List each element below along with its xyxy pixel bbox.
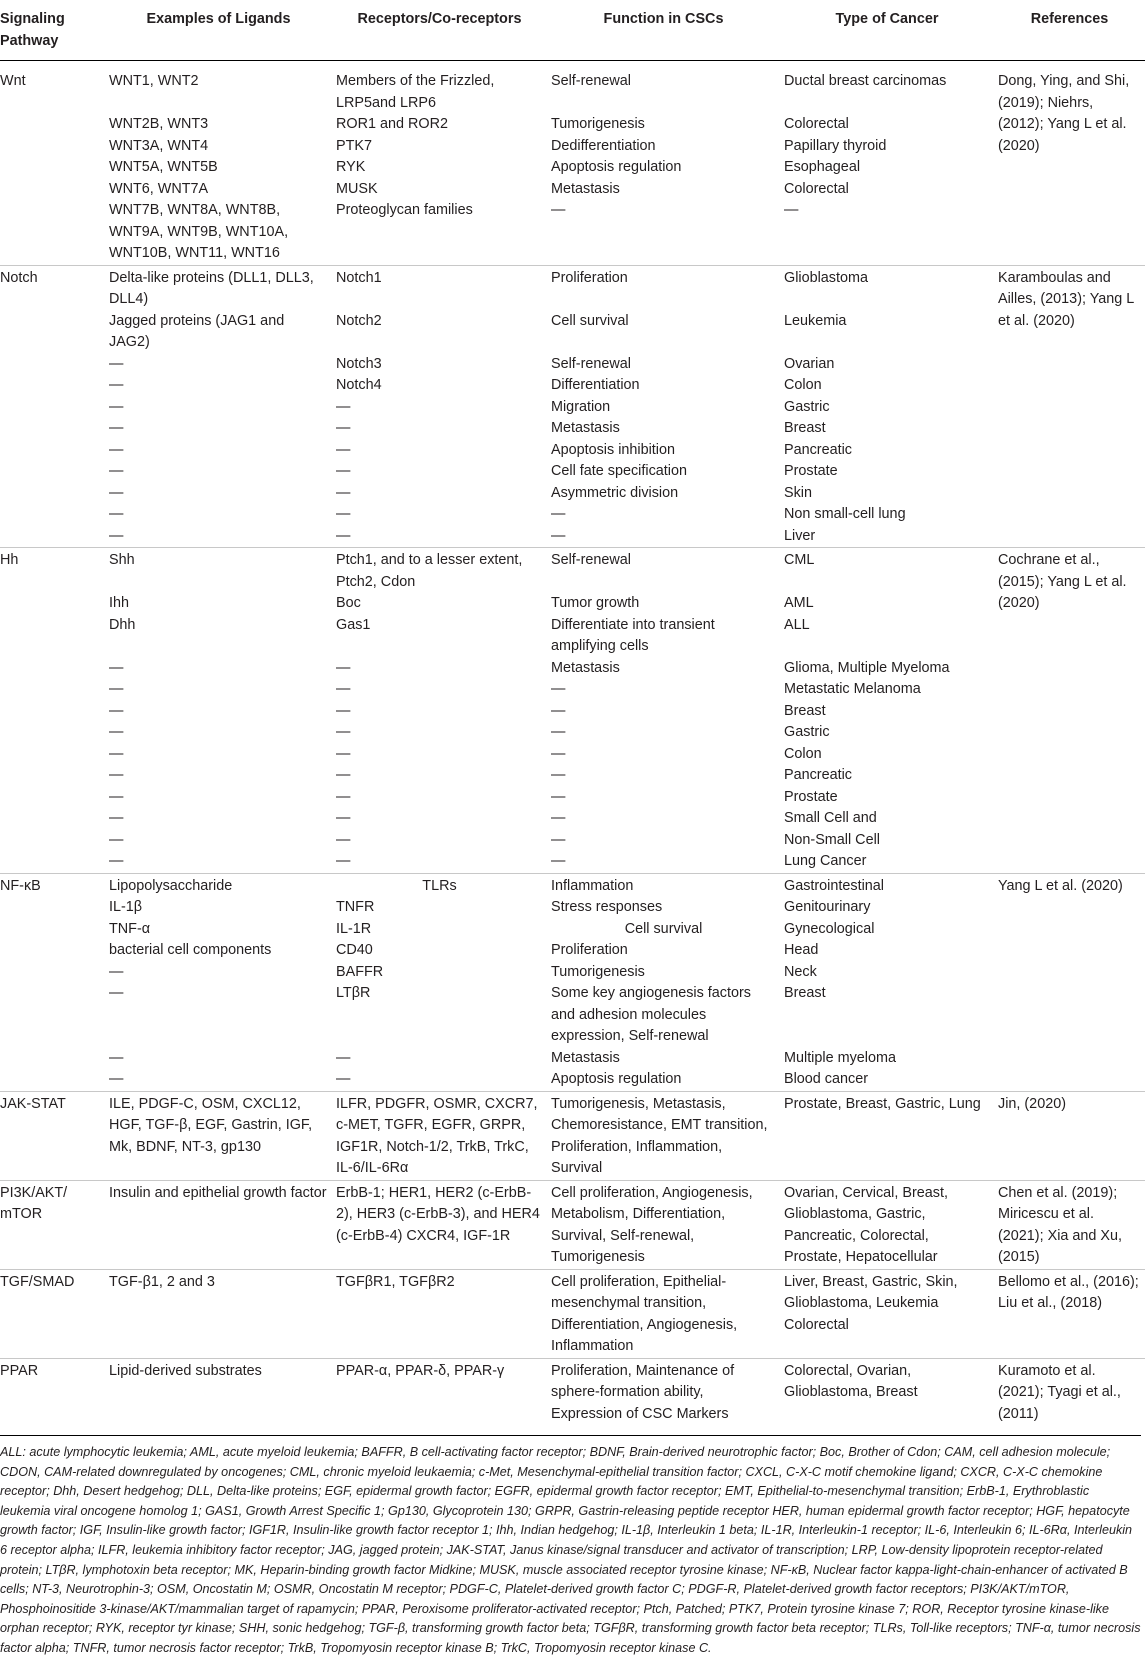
cell-function: Self-renewal bbox=[551, 73, 631, 89]
table-row bbox=[0, 830, 1145, 852]
cell-function: Proliferation bbox=[547, 265, 780, 311]
cell-receptors: TGFβR1, TGFβR2 bbox=[332, 1269, 547, 1358]
table-row bbox=[0, 1048, 1145, 1070]
cell-pathway: Notch bbox=[0, 265, 105, 311]
cell-function: — bbox=[551, 745, 566, 762]
cell-function: Self-renewal bbox=[551, 355, 631, 372]
cell-receptors: Boc bbox=[336, 595, 361, 611]
cell-cancer: Prostate bbox=[784, 788, 838, 805]
cell-function: Tumor growth bbox=[551, 595, 640, 611]
cell-cancer: CML bbox=[780, 548, 994, 594]
cell-cancer: Colorectal, Ovarian, Glioblastoma, Breast bbox=[780, 1358, 994, 1431]
cell-ligands: ILE, PDGF-C, OSM, CXCL12, HGF, TGF-β, EGF, Gastrin, IGF, Mk, BDNF, NT-3, gp130 bbox=[105, 1091, 332, 1180]
cell-cancer: Multiple myeloma bbox=[784, 1049, 896, 1066]
table-row bbox=[0, 593, 1145, 615]
cell-cancer: Ovarian, Cervical, Breast, Glioblastoma, Gastric, Pancreatic, Colorectal, Prostate, Hepatocellular bbox=[780, 1180, 994, 1269]
cell-pathway bbox=[0, 787, 105, 809]
table-body bbox=[0, 61, 1145, 1432]
cell-pathway bbox=[0, 526, 105, 548]
cell-receptors: ErbB-1; HER1, HER2 (c-ErbB-2), HER3 (c-ErbB-3), and HER4 (c-ErbB-4) CXCR4, IGF-1R bbox=[332, 1180, 547, 1269]
cell-references: Yang L et al. (2020) bbox=[994, 873, 1145, 1091]
table-row bbox=[0, 765, 1145, 787]
cell-ligands: WNT5A, WNT5B bbox=[109, 159, 218, 175]
cell-receptors: Members of the Frizzled, LRP5and LRP6 bbox=[336, 73, 495, 111]
table-row bbox=[0, 1069, 1145, 1091]
cell-ligands: — bbox=[109, 1049, 124, 1066]
cell-pathway bbox=[0, 983, 105, 1048]
cell-ligands: Jagged proteins (JAG1 and JAG2) bbox=[109, 312, 285, 350]
cell-cancer: Breast bbox=[784, 985, 826, 1001]
cell-receptors: — bbox=[336, 745, 351, 762]
cell-ligands: Insulin and epithelial growth factor bbox=[105, 1180, 332, 1269]
cell-pathway bbox=[0, 808, 105, 830]
cell-receptors: — bbox=[336, 398, 351, 415]
cell-references: Karamboulas and Ailles, (2013); Yang L et al. (2020) bbox=[994, 265, 1145, 548]
cell-receptors: — bbox=[336, 681, 351, 697]
cell-cancer: Colorectal bbox=[784, 180, 849, 197]
table-row bbox=[0, 615, 1145, 658]
cell-pathway: TGF/SMAD bbox=[0, 1269, 105, 1358]
header-examples-of-ligands: Examples of Ligands bbox=[105, 0, 332, 61]
cell-receptors: — bbox=[336, 484, 351, 501]
table-row bbox=[0, 1180, 1145, 1269]
cell-function: Tumorigenesis bbox=[551, 963, 645, 980]
cell-function: Cell proliferation, Epithelial-mesenchymal transition, Differentiation, Angiogenesis, Inflammation bbox=[547, 1269, 780, 1358]
cell-ligands: TNF-α bbox=[109, 920, 151, 937]
table-row bbox=[0, 504, 1145, 526]
cell-ligands: — bbox=[109, 441, 124, 458]
cell-references: Dong, Ying, and Shi, (2019); Niehrs, (2012); Yang L et al. (2020) bbox=[998, 73, 1130, 154]
cell-ligands: Lipid-derived substrates bbox=[105, 1358, 332, 1431]
cell-function: Apoptosis regulation bbox=[551, 1071, 682, 1087]
table-row bbox=[0, 157, 1145, 179]
table-row bbox=[0, 265, 1145, 311]
cell-function: — bbox=[551, 724, 566, 740]
cell-receptors: ILFR, PDGFR, OSMR, CXCR7, c-MET, TGFR, EGFR, GRPR, IGF1R, Notch-1/2, TrkB, TrkC, IL-6/IL-6Rα bbox=[332, 1091, 547, 1180]
table-row bbox=[0, 440, 1145, 462]
cell-pathway bbox=[0, 897, 105, 919]
cell-pathway: NF-κB bbox=[0, 873, 105, 897]
cell-receptors: — bbox=[336, 659, 351, 676]
cell-cancer: Pancreatic bbox=[784, 767, 852, 783]
cell-ligands: — bbox=[109, 506, 124, 522]
cell-cancer: Metastatic Melanoma bbox=[784, 681, 921, 697]
cell-references: Jin, (2020) bbox=[994, 1091, 1145, 1180]
cell-ligands: — bbox=[109, 985, 124, 1001]
cell-ligands: WNT6, WNT7A bbox=[109, 180, 209, 197]
cell-receptors: — bbox=[336, 420, 351, 436]
cell-receptors: Notch2 bbox=[336, 312, 382, 329]
cell-pathway bbox=[0, 765, 105, 787]
cell-ligands: — bbox=[109, 810, 124, 826]
cell-ligands: — bbox=[109, 831, 124, 848]
cell-pathway bbox=[0, 418, 105, 440]
cell-cancer: Ductal breast carcinomas bbox=[784, 73, 947, 89]
table-row bbox=[0, 919, 1145, 941]
cell-receptors: ROR1 and ROR2 bbox=[336, 116, 448, 132]
cell-cancer: Lung Cancer bbox=[784, 853, 867, 869]
table-row bbox=[0, 701, 1145, 723]
cell-function: Tumorigenesis, Metastasis, Chemoresistance, EMT transition, Proliferation, Inflammation, Survival bbox=[547, 1091, 780, 1180]
cell-receptors: — bbox=[336, 527, 351, 544]
cell-pathway bbox=[0, 658, 105, 680]
cell-pathway bbox=[0, 483, 105, 505]
cell-receptors: Notch1 bbox=[332, 265, 547, 311]
table-row bbox=[0, 483, 1145, 505]
cell-pathway bbox=[0, 679, 105, 701]
cell-receptors: PTK7 bbox=[336, 137, 372, 154]
table-row bbox=[0, 658, 1145, 680]
cell-function: — bbox=[551, 202, 566, 218]
cell-cancer: Ovarian bbox=[784, 355, 835, 372]
cell-receptors: — bbox=[336, 853, 351, 869]
cell-cancer: Liver bbox=[784, 527, 816, 544]
cell-function: Metastasis bbox=[551, 659, 620, 676]
cell-cancer: ALL bbox=[784, 616, 810, 633]
cell-receptors: Gas1 bbox=[336, 616, 371, 633]
cell-pathway bbox=[0, 1048, 105, 1070]
table-row bbox=[0, 722, 1145, 744]
table-header-row bbox=[0, 0, 1145, 61]
cell-pathway bbox=[0, 157, 105, 179]
table-row bbox=[0, 983, 1145, 1048]
cell-cancer: Head bbox=[784, 942, 819, 958]
cell-ligands: — bbox=[109, 659, 124, 676]
cell-pathway bbox=[0, 1069, 105, 1091]
cell-function: Cell fate specification bbox=[551, 463, 687, 479]
cell-pathway bbox=[0, 504, 105, 526]
cell-pathway: Hh bbox=[0, 548, 105, 594]
table-row bbox=[0, 897, 1145, 919]
table-row bbox=[0, 397, 1145, 419]
table-row bbox=[0, 418, 1145, 440]
table-row bbox=[0, 114, 1145, 136]
table-row bbox=[0, 354, 1145, 376]
cell-function: — bbox=[551, 788, 566, 805]
cell-pathway bbox=[0, 940, 105, 962]
cell-pathway bbox=[0, 375, 105, 397]
cell-receptors: TLRs bbox=[332, 873, 547, 897]
cell-ligands: — bbox=[109, 463, 124, 479]
cell-ligands: — bbox=[109, 767, 124, 783]
cell-ligands: Shh bbox=[105, 548, 332, 594]
cell-ligands: — bbox=[109, 1071, 124, 1087]
cell-pathway bbox=[0, 200, 105, 265]
cell-cancer: Gastric bbox=[784, 398, 830, 415]
table-row bbox=[0, 375, 1145, 397]
cell-function: Tumorigenesis bbox=[551, 116, 645, 132]
table-row bbox=[0, 1091, 1145, 1180]
cell-function: Proliferation bbox=[551, 942, 628, 958]
cell-receptors: TNFR bbox=[336, 899, 375, 915]
table-row bbox=[0, 940, 1145, 962]
cell-cancer: Pancreatic bbox=[784, 441, 852, 458]
cell-cancer: Gastric bbox=[784, 724, 830, 740]
cell-function: — bbox=[551, 527, 566, 544]
cell-cancer: AML bbox=[784, 595, 814, 611]
cell-cancer: Liver, Breast, Gastric, Skin, Glioblastoma, Leukemia Colorectal bbox=[780, 1269, 994, 1358]
cell-function: Differentiate into transient amplifying cells bbox=[551, 616, 715, 654]
table-row bbox=[0, 873, 1145, 897]
cell-ligands: — bbox=[109, 745, 124, 762]
cell-function: Differentiation bbox=[551, 377, 640, 393]
cell-receptors: — bbox=[336, 1049, 351, 1066]
table-row bbox=[0, 61, 1145, 115]
cell-ligands: — bbox=[109, 484, 124, 501]
cell-receptors: — bbox=[336, 810, 351, 826]
cell-cancer: Breast bbox=[784, 702, 826, 719]
cell-receptors: MUSK bbox=[336, 180, 378, 197]
cell-receptors: — bbox=[336, 1071, 351, 1087]
cell-pathway bbox=[0, 830, 105, 852]
cell-pathway bbox=[0, 722, 105, 744]
cell-ligands: — bbox=[109, 788, 124, 805]
cell-ligands: Ihh bbox=[109, 595, 130, 611]
cell-receptors: — bbox=[336, 831, 351, 848]
cell-references: Kuramoto et al. (2021); Tyagi et al., (2011) bbox=[994, 1358, 1145, 1431]
cell-receptors: Proteoglycan families bbox=[336, 202, 473, 218]
cell-receptors: — bbox=[336, 506, 351, 522]
cell-function: Some key angiogenesis factors and adhesion molecules expression, Self-renewal bbox=[551, 985, 751, 1044]
cell-pathway bbox=[0, 461, 105, 483]
cell-ligands: WNT1, WNT2 bbox=[109, 73, 199, 89]
cell-ligands: Dhh bbox=[109, 616, 136, 633]
table-row bbox=[0, 744, 1145, 766]
cell-function: Self-renewal bbox=[547, 548, 780, 594]
table-row bbox=[0, 787, 1145, 809]
cell-pathway bbox=[0, 701, 105, 723]
cell-cancer: Colon bbox=[784, 377, 822, 393]
header-signaling-pathway: Signaling Pathway bbox=[0, 0, 105, 61]
cell-pathway bbox=[0, 397, 105, 419]
cell-receptors: Ptch1, and to a lesser extent, Ptch2, Cdon bbox=[332, 548, 547, 594]
cell-function: Inflammation bbox=[547, 873, 780, 897]
cell-pathway bbox=[0, 136, 105, 158]
cell-cancer: Colorectal bbox=[784, 116, 849, 132]
header-type-of-cancer: Type of Cancer bbox=[780, 0, 994, 61]
cell-function: — bbox=[551, 767, 566, 783]
cell-ligands: — bbox=[109, 702, 124, 719]
cell-function: Apoptosis regulation bbox=[551, 159, 682, 175]
cell-pathway bbox=[0, 851, 105, 873]
cell-ligands: — bbox=[109, 527, 124, 544]
cell-ligands: bacterial cell components bbox=[109, 942, 272, 958]
cell-cancer: Gynecological bbox=[784, 920, 875, 937]
cell-function: Dedifferentiation bbox=[551, 137, 656, 154]
cell-function: — bbox=[551, 681, 566, 697]
cell-function: Cell proliferation, Angiogenesis, Metabolism, Differentiation, Survival, Self-renewal, Tumorigenesis bbox=[547, 1180, 780, 1269]
cell-pathway bbox=[0, 593, 105, 615]
cell-cancer: Blood cancer bbox=[784, 1071, 868, 1087]
table-row bbox=[0, 200, 1145, 265]
cell-pathway bbox=[0, 744, 105, 766]
cell-receptors: BAFFR bbox=[336, 963, 384, 980]
cell-ligands: — bbox=[109, 377, 124, 393]
cell-receptors: Notch4 bbox=[336, 377, 382, 393]
cell-cancer: Gastrointestinal bbox=[780, 873, 994, 897]
cell-function: Metastasis bbox=[551, 180, 620, 197]
table-row bbox=[0, 851, 1145, 873]
cell-cancer: Glioma, Multiple Myeloma bbox=[784, 659, 950, 676]
table-footnote: ALL: acute lymphocytic leukemia; AML, acute myeloid leukemia; BAFFR, B cell-activating factor receptor; BDNF, Brain-derived neurotrophic factor; Boc, Brother of Cdon; CAM, cell adhesion molecule; CDON, CAM-related downregulated by oncogenes; CML, chronic myeloid leukaemia; c-Met, Mesenchymal-epithelial transition factor; CXCL, C-X-C motif chemokine ligand; CXCR, C-X-C chemokine receptor; Dhh, Desert hedgehog; DLL, Delta-like proteins; EGF, epidermal growth factor; EGFR, epidermal growth factor receptor; EMT, Epithelial-to-mesenchymal transition; ErbB-1, Erythroblastic leukemia viral oncogene homolog 1; GAS1, Growth Arrest Specific 1; Gp130, Glycoprotein 130; GRPR, Gastrin-releasing peptide receptor HER, human epidermal growth factor receptor; HGF, hepatocyte growth factor; IGF, Insulin-like growth factor; IGF1R, Insulin-like growth factor receptor 1; Ihh, Indian hedgehog; IL-1β, Interleukin 1 beta; IL-1R, Interleukin-1 receptor; IL-6, Interleukin 6; IL-6Rα, Interleukin 6 receptor alpha; ILFR, leukemia inhibitory factor receptor; JAG, jagged protein; JAK-STAT, Janus kinase/signal transducer and activator of transcription; LRP, Low-density lipoprotein receptor-related protein; LTβR, lymphotoxin beta receptor; MK, Heparin-binding growth factor Midkine; MUSK, muscle associated receptor tyrosine kinase; NF-κB, Nuclear factor kappa-light-chain-enhancer of activated B cells; NT-3, Neurotrophin-3; OSM, Oncostatin M; OSMR, Oncostatin M receptor; PDGF-C, Platelet-derived growth factor C; PDGF-R, Platelet-derived growth factor receptors; PI3K/AKT/mTOR, Phosphoinositide 3-kinase/AKT/mammalian target of rapamycin; PPAR, Peroxisome proliferator-activated receptor; Ptch, Patched; PTK7, Protein tyrosine kinase 7; ROR, Receptor tyrosine kinase-like orphan receptor; RYK, receptor tyr kinase; SHH, sonic hedgehog; TGF-β, transforming growth factor beta; TGFβR, transforming growth factor beta receptor; TLRs, Toll-like receptors; TNF-α, tumor necrosis factor alpha; TNFR, tumor necrosis factor receptor; TrkB, Tropomyosin receptor kinase B; TrkC, Tropomyosin receptor kinase C. bbox=[0, 1435, 1141, 1659]
header-function-in-cscs: Function in CSCs bbox=[547, 0, 780, 61]
cell-function: Migration bbox=[551, 398, 611, 415]
cell-ligands: WNT7B, WNT8A, WNT8B, WNT9A, WNT9B, WNT10A, WNT10B, WNT11, WNT16 bbox=[109, 202, 289, 261]
cell-function: Cell survival bbox=[624, 920, 703, 937]
cell-ligands: IL-1β bbox=[109, 899, 143, 915]
cell-receptors: IL-1R bbox=[336, 920, 372, 937]
cell-ligands: TGF-β1, 2 and 3 bbox=[105, 1269, 332, 1358]
cell-receptors: PPAR-α, PPAR-δ, PPAR-γ bbox=[332, 1358, 547, 1431]
cell-receptors: — bbox=[336, 441, 351, 458]
cell-function: Cell survival bbox=[551, 312, 629, 329]
cell-ligands: Lipopolysaccharide bbox=[105, 873, 332, 897]
table-row bbox=[0, 962, 1145, 984]
cell-function: — bbox=[551, 702, 566, 719]
table-row bbox=[0, 548, 1145, 594]
cell-references: Cochrane et al., (2015); Yang L et al. (2020) bbox=[994, 548, 1145, 874]
cell-ligands: — bbox=[109, 420, 124, 436]
cell-pathway: PI3K/AKT/ mTOR bbox=[0, 1180, 105, 1269]
cell-ligands: Delta-like proteins (DLL1, DLL3, DLL4) bbox=[105, 265, 332, 311]
header-references: References bbox=[994, 0, 1145, 61]
cell-cancer: Colon bbox=[784, 745, 822, 762]
cell-receptors: RYK bbox=[336, 159, 366, 175]
cell-cancer: Esophageal bbox=[784, 159, 861, 175]
cell-ligands: — bbox=[109, 355, 124, 372]
cell-pathway: PPAR bbox=[0, 1358, 105, 1431]
cell-cancer: Papillary thyroid bbox=[784, 137, 887, 154]
cell-pathway bbox=[0, 114, 105, 136]
cell-pathway bbox=[0, 311, 105, 354]
cell-function: Proliferation, Maintenance of sphere-formation ability, Expression of CSC Markers bbox=[547, 1358, 780, 1431]
header-receptors: Receptors/Co-receptors bbox=[332, 0, 547, 61]
cell-cancer: — bbox=[784, 202, 799, 218]
cell-cancer: Non-Small Cell bbox=[784, 831, 880, 848]
cell-cancer: Small Cell and bbox=[784, 810, 877, 826]
cell-ligands: WNT2B, WNT3 bbox=[109, 116, 209, 132]
cell-pathway bbox=[0, 440, 105, 462]
table-row bbox=[0, 311, 1145, 354]
table-row bbox=[0, 136, 1145, 158]
cell-pathway: Wnt bbox=[0, 73, 26, 89]
cell-pathway bbox=[0, 354, 105, 376]
table-row bbox=[0, 461, 1145, 483]
cell-references: Chen et al. (2019); Miricescu et al. (2021); Xia and Xu, (2015) bbox=[994, 1180, 1145, 1269]
cell-function: Metastasis bbox=[551, 420, 620, 436]
cell-references: Bellomo et al., (2016); Liu et al., (2018) bbox=[994, 1269, 1145, 1358]
cell-function: — bbox=[551, 506, 566, 522]
cell-receptors: — bbox=[336, 463, 351, 479]
cell-ligands: — bbox=[109, 963, 124, 980]
cell-cancer: Non small-cell lung bbox=[784, 506, 906, 522]
cell-function: Metastasis bbox=[551, 1049, 620, 1066]
table-row bbox=[0, 679, 1145, 701]
cell-ligands: — bbox=[109, 398, 124, 415]
cell-receptors: — bbox=[336, 724, 351, 740]
cell-function: Asymmetric division bbox=[551, 484, 679, 501]
cell-ligands: — bbox=[109, 681, 124, 697]
cell-pathway: JAK-STAT bbox=[0, 1091, 105, 1180]
cell-function: Stress responses bbox=[551, 899, 663, 915]
cell-cancer: Prostate, Breast, Gastric, Lung bbox=[780, 1091, 994, 1180]
cell-receptors: CD40 bbox=[336, 942, 373, 958]
cell-ligands: WNT3A, WNT4 bbox=[109, 137, 209, 154]
table-row bbox=[0, 1269, 1145, 1358]
cell-cancer: Glioblastoma bbox=[780, 265, 994, 311]
cell-ligands: — bbox=[109, 724, 124, 740]
cell-cancer: Leukemia bbox=[784, 312, 847, 329]
cell-function: Apoptosis inhibition bbox=[551, 441, 675, 458]
cell-cancer: Breast bbox=[784, 420, 826, 436]
cell-pathway bbox=[0, 179, 105, 201]
cell-receptors: — bbox=[336, 702, 351, 719]
table-row bbox=[0, 179, 1145, 201]
cell-receptors: Notch3 bbox=[336, 355, 382, 372]
cell-function: — bbox=[551, 810, 566, 826]
cell-pathway bbox=[0, 919, 105, 941]
cell-receptors: — bbox=[336, 788, 351, 805]
table-row bbox=[0, 808, 1145, 830]
cell-ligands: — bbox=[109, 853, 124, 869]
table-row bbox=[0, 1358, 1145, 1431]
cell-cancer: Neck bbox=[784, 963, 817, 980]
cell-function: — bbox=[551, 831, 566, 848]
cell-receptors: — bbox=[336, 767, 351, 783]
cell-cancer: Skin bbox=[784, 484, 812, 501]
cell-receptors: LTβR bbox=[336, 985, 371, 1001]
cell-cancer: Prostate bbox=[784, 463, 838, 479]
table-row bbox=[0, 526, 1145, 548]
cell-pathway bbox=[0, 962, 105, 984]
cell-function: — bbox=[551, 853, 566, 869]
cell-cancer: Genitourinary bbox=[784, 899, 871, 915]
cell-pathway bbox=[0, 615, 105, 658]
